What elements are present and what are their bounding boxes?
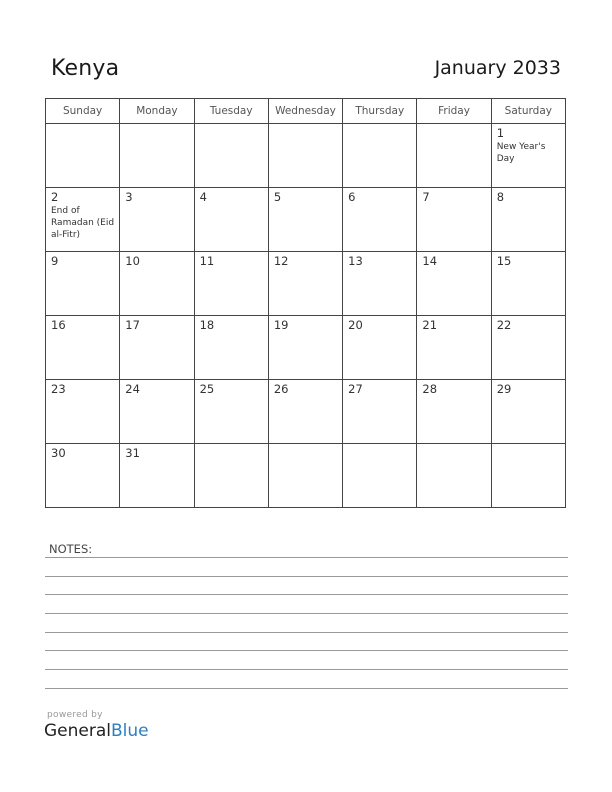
day-cell — [46, 124, 120, 188]
day-cell — [491, 444, 565, 508]
day-cell — [491, 380, 565, 444]
generalblue-logo[interactable] — [44, 721, 149, 741]
holiday-label: End of Ramadan (Eid al-Fitr) — [51, 206, 115, 240]
holiday-label: New Year's Day — [496, 142, 546, 164]
week-row — [46, 380, 566, 444]
note-line — [45, 632, 568, 633]
week-row — [46, 252, 566, 316]
day-number: 16 — [51, 318, 66, 332]
day-number: 2 — [51, 190, 59, 204]
day-number: 13 — [348, 254, 363, 268]
weekday-saturday: Saturday — [491, 99, 565, 124]
day-cell — [417, 124, 491, 188]
day-cell — [417, 380, 491, 444]
day-cell — [120, 380, 194, 444]
day-number: 17 — [125, 318, 140, 332]
day-cell — [268, 380, 342, 444]
month-year-title: January 2033 — [434, 57, 561, 79]
country-title: Kenya — [51, 56, 120, 81]
day-cell — [46, 188, 120, 252]
note-line — [45, 613, 568, 614]
day-cell — [120, 252, 194, 316]
day-number: 14 — [422, 254, 438, 268]
note-line — [45, 669, 568, 670]
day-cell — [120, 316, 194, 380]
day-cell — [194, 124, 268, 188]
weekday-thursday: Thursday — [343, 99, 417, 124]
day-number: 30 — [51, 446, 66, 460]
day-cell — [417, 188, 491, 252]
day-number: 11 — [199, 254, 215, 268]
day-cell — [343, 444, 417, 508]
day-cell — [491, 124, 565, 188]
day-cell — [46, 380, 120, 444]
note-line — [45, 594, 568, 595]
day-cell — [343, 188, 417, 252]
day-number: 27 — [348, 382, 363, 396]
day-number: 29 — [496, 382, 512, 396]
brand-general: General — [44, 721, 111, 741]
day-number: 7 — [422, 190, 430, 204]
day-number: 4 — [199, 190, 207, 204]
powered-by-text: powered by — [47, 710, 103, 720]
day-cell — [268, 252, 342, 316]
day-number: 18 — [199, 318, 215, 332]
day-cell — [120, 188, 194, 252]
day-number: 19 — [273, 318, 289, 332]
note-line — [45, 557, 568, 558]
day-cell — [268, 124, 342, 188]
calendar-grid — [45, 98, 566, 508]
day-number: 15 — [496, 254, 512, 268]
day-cell — [120, 444, 194, 508]
day-cell — [417, 316, 491, 380]
week-row — [46, 444, 566, 508]
brand-blue: Blue — [111, 721, 149, 741]
day-cell — [194, 444, 268, 508]
day-number: 21 — [422, 318, 438, 332]
day-cell — [417, 252, 491, 316]
day-number: 6 — [348, 190, 356, 204]
week-row — [46, 124, 566, 188]
day-cell — [194, 252, 268, 316]
day-number: 10 — [125, 254, 140, 268]
day-cell — [343, 252, 417, 316]
day-number: 31 — [125, 446, 140, 460]
notes-label: NOTES: — [49, 542, 93, 556]
day-number: 20 — [348, 318, 363, 332]
weekday-wednesday: Wednesday — [268, 99, 342, 124]
day-number: 23 — [51, 382, 66, 396]
day-cell — [46, 316, 120, 380]
day-number: 5 — [273, 190, 282, 204]
weekday-sunday: Sunday — [46, 99, 120, 124]
day-cell — [46, 252, 120, 316]
day-number: 25 — [199, 382, 215, 396]
day-cell — [194, 188, 268, 252]
day-cell — [268, 188, 342, 252]
day-number: 28 — [422, 382, 438, 396]
day-cell — [491, 188, 565, 252]
day-cell — [46, 444, 120, 508]
note-line — [45, 688, 568, 689]
day-cell — [194, 380, 268, 444]
note-line — [45, 576, 568, 577]
day-number: 24 — [125, 382, 140, 396]
day-number: 22 — [496, 318, 512, 332]
day-cell — [491, 316, 565, 380]
note-line — [45, 650, 568, 651]
day-cell — [491, 252, 565, 316]
week-row — [46, 316, 566, 380]
day-number: 12 — [273, 254, 289, 268]
weekday-tuesday: Tuesday — [194, 99, 268, 124]
day-number: 26 — [273, 382, 289, 396]
day-cell — [120, 124, 194, 188]
day-cell — [417, 444, 491, 508]
week-row — [46, 188, 566, 252]
weekday-header-row — [46, 99, 566, 124]
weekday-monday: Monday — [120, 99, 194, 124]
day-cell — [343, 380, 417, 444]
calendar-body — [46, 124, 566, 508]
weekday-friday: Friday — [417, 99, 491, 124]
day-cell — [343, 316, 417, 380]
day-cell — [268, 316, 342, 380]
day-cell — [194, 316, 268, 380]
day-cell — [343, 124, 417, 188]
day-number: 9 — [51, 254, 59, 268]
day-cell — [268, 444, 342, 508]
day-number: 1 — [496, 126, 505, 140]
day-number: 8 — [496, 190, 505, 204]
day-number: 3 — [125, 190, 133, 204]
